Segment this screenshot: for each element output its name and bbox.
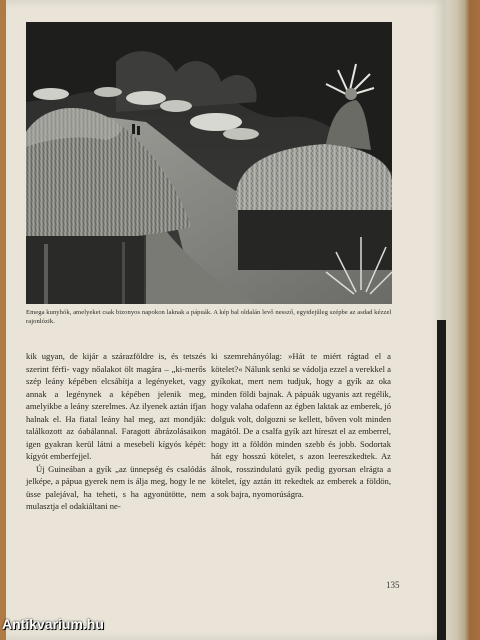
text-column-right: [211, 350, 391, 500]
text-column-left: [26, 350, 206, 513]
book-page: [6, 0, 446, 640]
photo-caption: Emega kunyhók, amelyeket csak bizonyos napokon laknak a pápuák. A kép bal oldalán levő nessző, egyidejűleg szépbe az asdad kézzel rajonlózik.: [26, 309, 392, 325]
site-watermark: Antikvarium.hu: [2, 616, 104, 632]
paragraph: Új Guineában a gyík „az ünnepség és csalódás jelképe, a pápua gyerek nem is álja meg, hogy le ne üsse palejával, ha teheti, s ha agyonütötte, nem mulasztja el odakiáltani ne-: [26, 463, 206, 511]
paragraph: kik ugyan, de kijár a szárazföldre is, és tetszés szerint férfi- vagy nőalakot ölt magára – „ki-merős szép leány képében elcsábítja a legényeket, vagy annak a legénynek a képében jelenik meg, amelyikbe a leány szerelmes. Az ilyenek aztán ifjan halnak el. Ha fiatal leány hal meg, azt mondják: találkozott az óabálannal. Faragott ábrázolásaikon igen gyakran kerül látni a mesebeli kígyós képét: kígyót emberfejjel.: [26, 351, 206, 461]
page-gutter-shadow: [437, 320, 446, 640]
book-page-edges: [446, 0, 480, 640]
page-number: 135: [386, 580, 400, 590]
paragraph: ki szemrehányólag: »Hát te miért rágtad el a kötelet?« Nálunk senki se vádolja ezzel a verekkel a gyíkokat, mert nem tudjuk, hogy a gyík az oka minden földi bajnak. A pápuák ugyanis azt regélik, hogy valaha odafenn az égben laktak az emberek, jó dolguk volt, dolgozni se kellett, bőven volt minden magától. De a csalfa gyík azt híreszt el az emberrel, hogy itt a földön minden szebb és jobb. Sodortak hát egy hosszú kötelet, s azon leereszkedtek. Az álnok, rosszindulatú gyík pedig gyorsan elrágta a kötelet, így aztán itt rekedtek az emberek a földön, a sok bajra, nyomorúságra.: [211, 351, 391, 499]
village-huts-photo: [26, 22, 392, 304]
